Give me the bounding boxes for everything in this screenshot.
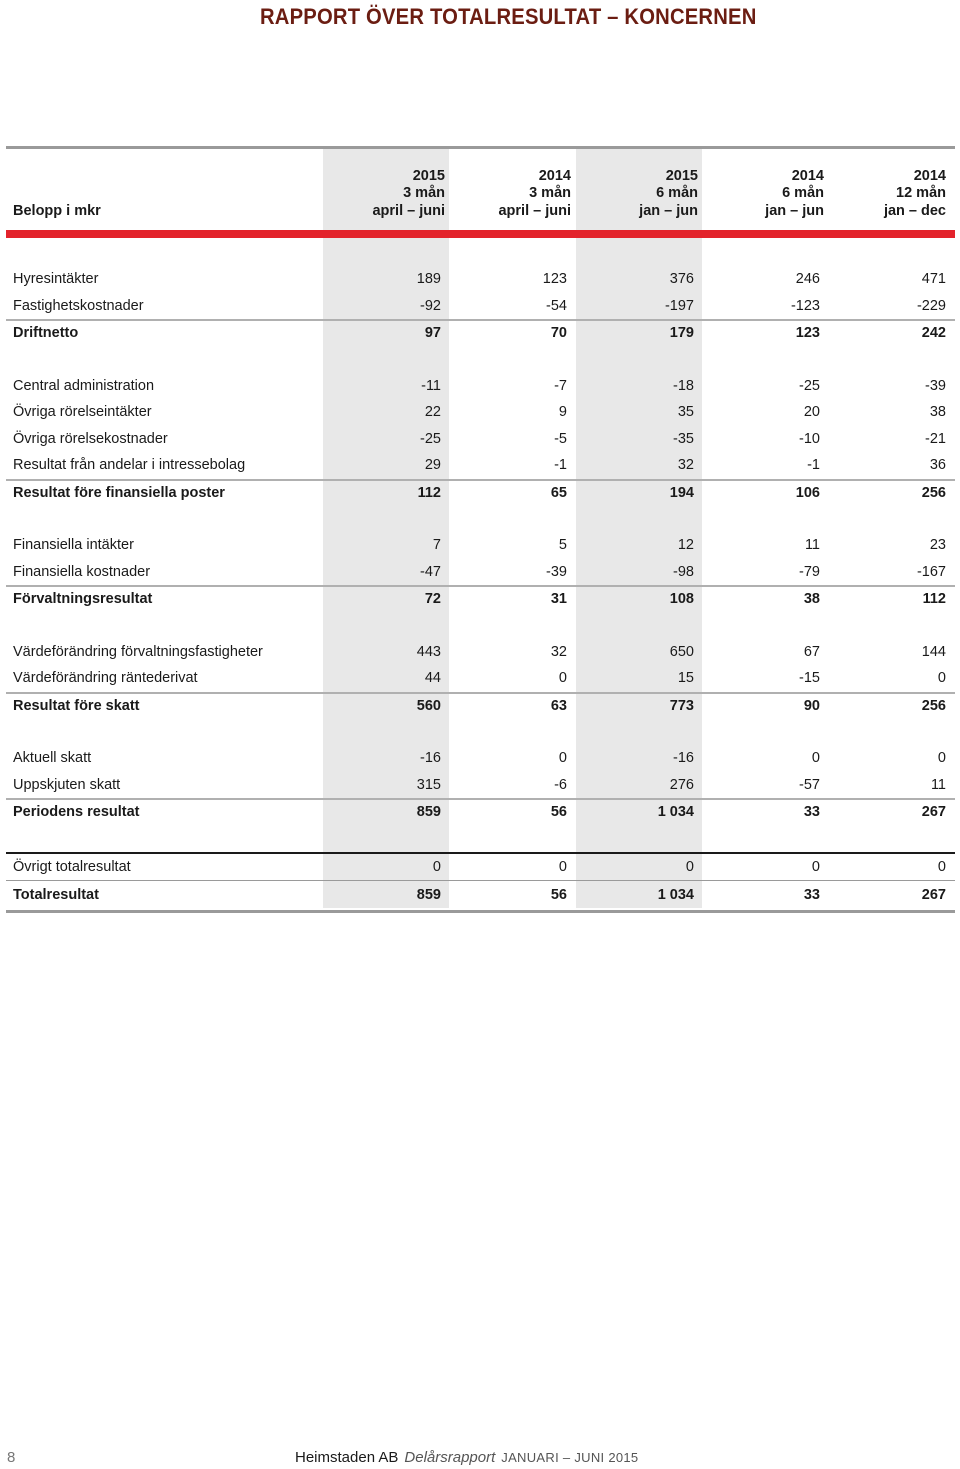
- row-value: 112: [417, 484, 441, 501]
- row-value: 12: [677, 537, 694, 553]
- row-value: 7: [432, 537, 441, 553]
- row-label: Periodens resultat: [13, 804, 140, 820]
- header-col-2015-h1: 2015 6 mån jan – jun: [639, 167, 698, 219]
- row-value: 38: [803, 591, 820, 607]
- row-label: Finansiella kostnader: [13, 563, 151, 580]
- row-value: 23: [929, 537, 946, 553]
- table-row: [6, 399, 955, 426]
- row-value: -79: [799, 563, 820, 580]
- row-value: 22: [424, 404, 441, 420]
- row-value: 443: [416, 643, 441, 660]
- table-row: [6, 293, 955, 320]
- table-row: [6, 426, 955, 453]
- row-value: -197: [664, 297, 694, 314]
- row-value: 267: [921, 804, 946, 820]
- table-row: [6, 745, 955, 772]
- row-value: 773: [669, 697, 694, 714]
- row-value: 44: [424, 670, 441, 686]
- row-value: -1: [554, 457, 567, 473]
- row-value: 256: [921, 697, 946, 714]
- row-value: 32: [550, 643, 567, 660]
- row-value: 56: [550, 887, 567, 903]
- row-label: Fastighetskostnader: [13, 297, 144, 314]
- row-value: 63: [550, 697, 567, 714]
- row-label: Finansiella intäkter: [13, 537, 134, 553]
- page-footer: [0, 1449, 960, 1469]
- row-value: 5: [558, 537, 567, 553]
- row-value: -16: [673, 750, 694, 766]
- row-value: 11: [804, 537, 820, 553]
- row-value: -229: [916, 297, 946, 314]
- row-value: 33: [803, 804, 820, 820]
- table-row: [6, 692, 955, 719]
- row-value: 376: [669, 271, 694, 287]
- table-row: [6, 665, 955, 692]
- row-label: Övrigt totalresultat: [13, 858, 131, 875]
- row-value: 15: [677, 670, 694, 686]
- row-value: -167: [916, 563, 946, 580]
- header-col-2014-h1: 2014 6 mån jan – jun: [765, 167, 824, 219]
- row-value: -98: [673, 563, 694, 580]
- row-value: 67: [803, 643, 820, 660]
- row-value: -10: [799, 430, 820, 447]
- row-label: Resultat från andelar i intressebolag: [13, 457, 246, 473]
- table-row: [6, 373, 955, 400]
- table-row: [6, 532, 955, 559]
- table-row: [6, 452, 955, 479]
- row-label: Uppskjuten skatt: [13, 776, 121, 793]
- row-value: 0: [811, 750, 820, 766]
- row-value: 11: [930, 776, 946, 793]
- row-value: 0: [937, 670, 946, 686]
- row-value: 0: [937, 858, 946, 875]
- footer-company: Heimstaden AB Delårsrapport JANUARI – JUNI 2015: [295, 1449, 639, 1466]
- row-label: Övriga rörelseintäkter: [13, 404, 152, 420]
- row-value: -1: [807, 457, 820, 473]
- row-value: 32: [677, 457, 694, 473]
- table-header: [6, 149, 955, 230]
- row-value: 20: [803, 404, 820, 420]
- row-value: 0: [558, 858, 567, 875]
- table-row: [6, 772, 955, 799]
- row-label: Central administration: [13, 377, 155, 394]
- row-value: 29: [424, 457, 441, 473]
- row-value: -123: [790, 297, 820, 314]
- row-value: 246: [795, 271, 820, 287]
- income-statement-table: [6, 146, 955, 913]
- row-value: 144: [921, 643, 946, 660]
- row-value: 123: [542, 271, 567, 287]
- row-value: 650: [669, 643, 694, 660]
- row-value: 65: [550, 484, 567, 501]
- row-value: 108: [669, 591, 694, 607]
- row-value: 38: [929, 404, 946, 420]
- page-title: RAPPORT ÖVER TOTALRESULTAT – KONCERNEN: [260, 4, 757, 29]
- row-value: 35: [677, 404, 694, 420]
- header-col-2014-q2: 2014 3 mån april – juni: [498, 167, 571, 219]
- row-value: 0: [937, 750, 946, 766]
- table-row: [6, 585, 955, 612]
- row-value: 179: [669, 325, 694, 341]
- row-value: -92: [420, 297, 441, 314]
- header-accent-rule: [6, 230, 955, 238]
- row-label: Totalresultat: [13, 887, 99, 903]
- table-row: [6, 798, 955, 825]
- header-col-2015-q2: 2015 3 mån april – juni: [372, 167, 445, 219]
- row-value: 123: [795, 325, 820, 341]
- footer-period: JANUARI – JUNI 2015: [501, 1450, 639, 1465]
- row-value: 194: [669, 484, 694, 501]
- row-value: 1 034: [657, 887, 694, 903]
- row-value: -54: [546, 297, 567, 314]
- row-value: 315: [416, 776, 441, 793]
- row-label: Resultat före skatt: [13, 697, 140, 714]
- row-label: Värdeförändring räntederivat: [13, 670, 198, 686]
- row-label: Förvaltningsresultat: [13, 591, 153, 607]
- row-value: 0: [558, 750, 567, 766]
- row-value: 859: [416, 804, 441, 820]
- row-value: 56: [550, 804, 567, 820]
- row-label: Driftnetto: [13, 325, 79, 341]
- row-value: 0: [811, 858, 820, 875]
- row-value: -39: [925, 377, 946, 394]
- row-label: Övriga rörelsekostnader: [13, 430, 168, 447]
- row-value: -39: [546, 563, 567, 580]
- row-value: -15: [799, 670, 820, 686]
- row-label: Resultat före finansiella poster: [13, 484, 225, 501]
- row-value: 9: [558, 404, 567, 420]
- table-row: [6, 266, 955, 293]
- row-value: -57: [799, 776, 820, 793]
- row-value: -25: [799, 377, 820, 394]
- table-row: [6, 852, 955, 881]
- row-value: -47: [420, 563, 441, 580]
- table-row: [6, 559, 955, 586]
- row-value: 859: [416, 887, 441, 903]
- footer-report-name: Delårsrapport: [404, 1449, 496, 1466]
- row-value: -11: [421, 377, 441, 394]
- table-row: [6, 319, 955, 346]
- row-value: 560: [416, 697, 441, 714]
- row-value: 0: [685, 858, 694, 875]
- row-value: 242: [921, 325, 946, 341]
- row-label: Värdeförändring förvaltningsfastigheter: [13, 643, 263, 660]
- row-value: 33: [803, 887, 820, 903]
- row-value: -5: [554, 430, 567, 447]
- row-value: 1 034: [657, 804, 694, 820]
- row-value: 70: [550, 325, 567, 341]
- row-value: -35: [673, 430, 694, 447]
- row-label: Hyresintäkter: [13, 271, 99, 287]
- row-value: 72: [424, 591, 441, 607]
- row-value: 0: [432, 858, 441, 875]
- table-row: [6, 479, 955, 506]
- table-row: [6, 880, 955, 913]
- row-value: -18: [673, 377, 694, 394]
- row-value: 97: [424, 325, 441, 341]
- row-value: 31: [550, 591, 567, 607]
- row-value: 256: [921, 484, 946, 501]
- row-value: 189: [416, 271, 441, 287]
- row-value: 106: [795, 484, 820, 501]
- row-value: 267: [921, 887, 946, 903]
- row-value: -25: [420, 430, 441, 447]
- row-value: -6: [554, 776, 567, 793]
- table-row: [6, 639, 955, 666]
- row-value: 36: [929, 457, 946, 473]
- row-value: 112: [922, 591, 946, 607]
- row-value: -16: [420, 750, 441, 766]
- header-col-2014-fy: 2014 12 mån jan – dec: [883, 167, 946, 219]
- row-value: 471: [921, 271, 946, 287]
- row-value: -7: [554, 377, 567, 394]
- header-label: Belopp i mkr: [13, 202, 101, 219]
- row-value: 276: [669, 776, 694, 793]
- row-value: -21: [925, 430, 946, 447]
- row-value: 90: [803, 697, 820, 714]
- page-number: 8: [7, 1449, 16, 1466]
- row-value: 0: [558, 670, 567, 686]
- row-label: Aktuell skatt: [13, 750, 92, 766]
